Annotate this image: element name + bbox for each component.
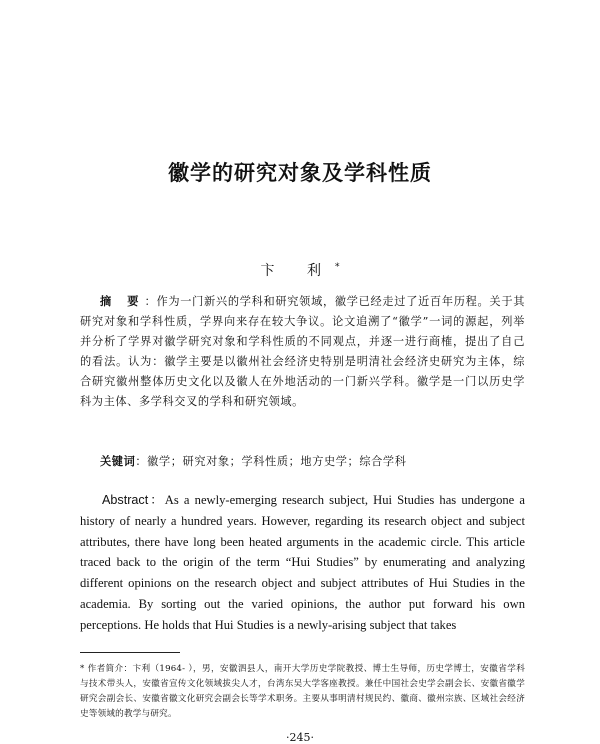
page-number: ·245· (286, 731, 314, 744)
footnote-divider (80, 652, 180, 653)
keywords (100, 453, 525, 469)
english-abstract-text: ：As a newly-emerging research subject, Hui Studies has undergone a history of nearly a hundred years. However, regarding its research object and subject attributes, there have long been heated arguments in the academic circle. This article traced back to the origin of the term “Hui Studies” by enumerating and analyzing different opinions on the research object and subject attributes of Hui Studies in the academia. By sorting out the varied opinions, the author put forward his own perceptions. He holds that Hui Studies is a newly-arising subject that takes (80, 493, 525, 632)
author-line (0, 260, 600, 280)
english-abstract-label: Abstract (102, 493, 149, 507)
keywords-label: 关键词 (100, 454, 136, 468)
author-footnote-mark: * (334, 262, 340, 273)
chinese-abstract-text: ：作为一门新兴的学科和研究领域，徽学已经走过了近百年历程。关于其研究对象和学科性质，学界向来存在较大争议。论文追溯了“徽学”一词的源起，列举并分析了学界对徽学研究对象和学科性质的不同观点，并逐一进行商榷，提出了自己的看法。认为：徽学主要是以徽州社会经济史特别是明清社会经济史研究为主体，综合研究徽州整体历史文化以及徽人在外地活动的一门新兴学科。徽学是一门以历史学科为主体、多学科交叉的学科和研究领域。 (80, 295, 526, 408)
chinese-abstract-label: 摘 要 (100, 294, 145, 308)
chinese-abstract (80, 291, 525, 412)
english-abstract (80, 490, 525, 636)
author-name: 卞 利 (260, 263, 335, 279)
keywords-text: ：徽学；研究对象；学科性质；地方史学；综合学科 (135, 455, 407, 468)
author-footnote: * 作者简介：卞利（1964- ），男，安徽泗县人，南开大学历史学院教授、博士生导师，历史学博士，安徽省学科与技术带头人，安徽省宣传文化领域拔尖人才，台湾东吴大学客座教授。兼任中国社会史学会副会长、安徽省徽学研究会副会长、安徽省徽文化研究会副会长等学术职务。主要从事明清村规民约、徽商、徽州宗族、区域社会经济史等领域的教学与研究。 (80, 664, 525, 719)
paper-title: 徽学的研究对象及学科性质 (168, 160, 432, 185)
